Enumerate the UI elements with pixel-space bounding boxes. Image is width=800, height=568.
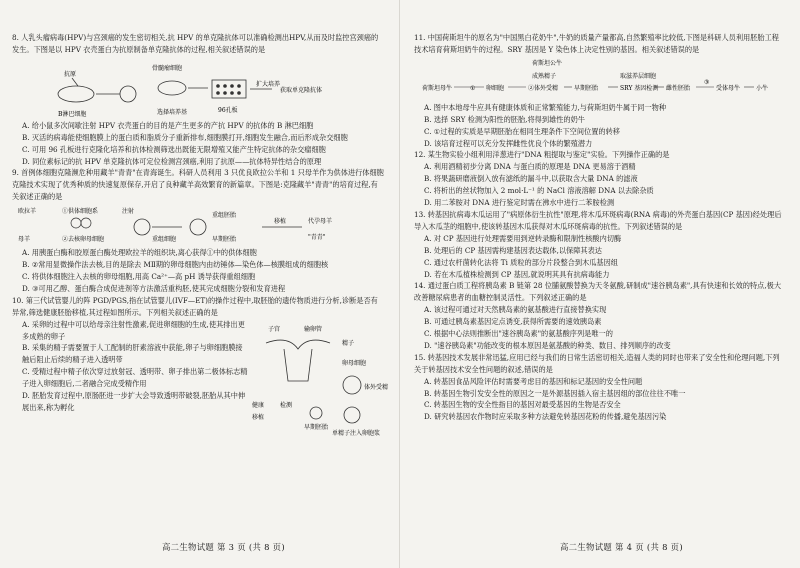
fig9-inject-label: 注射 — [122, 208, 135, 216]
fig11-select-label: 雌性胚胎 — [666, 84, 691, 92]
fig11-fertilization-label: ②体外受精 — [528, 84, 559, 92]
fig9-sheep-label: 母羊 — [18, 236, 31, 244]
fig10-sperm-label: 精子 — [342, 339, 355, 347]
fig10-incubation-label: 体外受精 — [364, 383, 389, 391]
question-12-option-c: C. 将析出的丝状物加入 2 mol·L⁻¹ 的 NaCl 溶液溶解 DNA 以去除杂质 — [424, 186, 654, 196]
question-11-figure — [414, 56, 786, 102]
question-10-figure — [248, 319, 389, 439]
question-10-option-d: D. 胚胎发育过程中,原肠胚进一步扩大会导致透明带破裂,胚胎从其中伸展出来,称为孵化 — [22, 391, 246, 412]
fig11-step-1: ① — [470, 84, 476, 92]
fig10-injection-label: 单精子注入卵胞浆 — [332, 429, 381, 437]
fig9-cells-label: ①供体细胞系 — [62, 208, 99, 216]
fig8-culture-label: 扩大培养 — [256, 80, 281, 88]
fig11-host-label: 受体母牛 — [716, 84, 741, 92]
fig8-selective-medium-label: 选择培养基 — [157, 108, 188, 116]
question-8-option-b: B. 灭活的病毒能使细胞膜上的蛋白质和脂质分子重新排布,细胞膜打开,细胞发生融合,而后形成杂交细胞 — [22, 132, 348, 142]
question-10-stem: 10. 第三代试管婴儿的阵 PGD/PGS,指在试管婴儿(IVF—ET)的操作过程中,取胚胎的遗传物质进行分析,诊断是否有异常,筛选健康胚胎移植,其过程如图所示。下列相关叙述正确的是 — [12, 295, 378, 317]
question-13-option-a: A. 对 CP 基因进行处理需要用到逆转录酶和限制性核酸内切酶 — [424, 233, 622, 243]
question-14-option-b: B. 可通过胰岛素基因定点诱变,获得所需要的速效胰岛素 — [424, 317, 602, 327]
question-8-stem: 8. 人乳头瘤病毒(HPV)与宫颈癌的发生密切相关,抗 HPV 的单克隆抗体可以准确检测出HPV,从而及时监控宫颈癌的发生。下图是以 HPV 衣壳蛋白为抗原制备单克隆抗体的过程,相关叙述错误的是 — [12, 33, 379, 54]
left-page-column — [12, 32, 389, 439]
question-14-option-c: C. 根据中心法则推断出"速谷胰岛素"的氨基酸序列是唯一的 — [424, 329, 613, 339]
fig10-health-label: 健康 — [252, 401, 265, 409]
question-8-figure — [12, 56, 384, 120]
fig10-ovary-label: 输卵管 — [304, 325, 323, 333]
question-11-option-a: A. 图中本地母牛应具有健康体质和正常繁殖能力,与荷斯坦奶牛属于同一物种 — [424, 102, 667, 112]
fig11-cow-label: 荷斯坦母牛 — [422, 84, 453, 92]
fig9-fuse-label: 重组胚胎 — [212, 212, 237, 220]
fig10-test-label: 检测 — [280, 401, 293, 409]
question-12-option-d: D. 用二苯胺对 DNA 进行鉴定时需在沸水中进行二苯胺检测 — [424, 198, 615, 208]
question-9-option-a: A. 用胰蛋白酶和胶原蛋白酶处理欧拉羊的组织块,离心获得①中的供体细胞 — [22, 248, 257, 258]
fig11-bull-label: 荷斯坦公牛 — [532, 59, 563, 67]
question-14-stem: 14. 通过蛋白质工程将胰岛素 B 链第 28 位脯氨酸替换为天冬氨酸,研制成"速谷胰岛素",具有快速和长效的特点,极大改善糖尿病患者的血糖控制灵活性。下列叙述正确的是 — [414, 281, 782, 303]
fig8-plate-label: 96孔板 — [218, 106, 238, 114]
question-13-stem: 13. 转基因抗病毒木瓜运用了"病原体衍生抗性"原理,将木瓜环斑病毒(RNA 病毒)的外壳蛋白基因(CP 基因)经处理后导入木瓜茎的细胞中,使该转基因木瓜获得对木瓜环斑病毒的抗性。下列叙述错误的是 — [414, 209, 782, 231]
page-fold-divider — [399, 0, 400, 568]
question-13-option-b: B. 处理后的 CP 基因需构建基因表达载体,以保障其表达 — [424, 245, 602, 255]
fig11-calf-label: 小牛 — [756, 84, 769, 92]
right-page-footer: 高二生物试题 第 4 页 (共 8 页) — [560, 542, 683, 552]
question-13-option-c: C. 通过农杆菌转化法将 Ti 质粒的部分片段整合到木瓜基因组 — [424, 257, 618, 267]
question-8-option-a: A. 给小鼠多次间歇注射 HPV 衣壳蛋白的目的是产生更多的产抗 HPV 的抗体的 B 淋巴细胞 — [22, 120, 314, 130]
fig10-uterus-label: 子宫 — [268, 325, 281, 333]
question-9-stem: 9. 首例体细胞克隆濒危种用藏羊"青青"在青海诞生。科研人员利用 3 只优良欧拉公羊和 1 只母羊作为供体进行体细胞克隆技术实现了优秀种质的快速复原保存,开启了良种藏羊高效繁育的新篇章。下图是:克隆藏羊"青青"的培育过程,有关叙述正确的是 — [12, 168, 384, 202]
fig10-embryo-label: 早期胚胎 — [304, 423, 329, 431]
fig11-biopsy-label: 取滋养层细胞 — [620, 72, 657, 80]
fig8-mouse — [58, 86, 94, 102]
question-11-option-b: B. 选择 SRY 检测为阳性的胚胎,将得到雄性的奶牛 — [424, 114, 585, 124]
fig9-transfer-label: 移植 — [274, 218, 287, 226]
fig10-oocyte-label: 卵母细胞 — [342, 359, 367, 367]
fig8-antigen-label: 抗原 — [64, 70, 77, 78]
fig9-reconstructed-label: 重组细胞 — [152, 236, 177, 244]
question-8-option-d: D. 同位素标记的抗 HPV 单克隆抗体可定位检测宫颈癌,利用了抗原——抗体特异性结合的原理 — [22, 156, 322, 166]
fig8-bcell-label: B淋巴细胞 — [58, 110, 87, 118]
question-15-stem: 15. 转基因技术发展非常迅猛,应用已经与我们的日常生活密切相关,造福人类的同时也带来了安全性和伦理问题,下列关于转基因技术安全性问题的叙述,错误的是 — [414, 352, 780, 374]
question-9-option-b: B. ②常用显微操作法去核,目的是除去 MⅡ期的卵母细胞内由纺锤体—染色体—核膜组成的细胞核 — [22, 260, 329, 270]
question-11-option-c: C. ①过程的实质是早期胚胎在相同生理条件下空间位置的转移 — [424, 126, 620, 136]
question-12-stem: 12. 某生物实验小组利用洋葱进行"DNA 粗提取与鉴定"实验。下列操作正确的是 — [414, 150, 670, 160]
question-11-option-d: D. 该培育过程可以充分发挥雌性优良个体的繁殖潜力 — [424, 138, 593, 148]
question-8-option-c: C. 可用 96 孔板进行克隆化培养和抗体检测筛选出既能无限增殖又能产生特定抗体的杂交瘤细胞 — [22, 144, 326, 154]
fig9-enucleated-label: ②去核卵母细胞 — [62, 236, 105, 244]
question-14-option-d: D. "速谷胰岛素"功能改变的根本原因是氨基酸的种类、数目、排列顺序的改变 — [424, 340, 671, 350]
question-9-option-d: D. ③可用乙醇、蛋白酶合成促进剂等方法激活重构胚,使其完成细胞分裂和发育进程 — [22, 283, 286, 293]
question-10-option-a: A. 采卵的过程中可以给母亲注射性激素,促进卵细胞的生成,使其排出更多成熟的卵子 — [22, 319, 245, 341]
fig8-myeloma-label: 骨髓瘤细胞 — [152, 64, 183, 72]
question-11-stem: 11. 中国荷斯坦牛的原名为"中国黑白花奶牛",牛奶的质量产量都高,自然繁殖率比较低,下图是科研人员利用胚胎工程技术培育荷斯坦奶牛的过程。SRY 基因是 Y 染色体上决定性别的基因。相关叙述错误的是 — [414, 33, 779, 54]
fig11-sperm-label: 成熟精子 — [532, 72, 557, 80]
fig11-egg-label: 卵细胞 — [486, 84, 505, 92]
right-page-column — [414, 32, 786, 423]
fig9-early-label: 早期胚胎 — [212, 236, 237, 244]
question-15-option-a: A. 转基因食品风险评估时需要考虑目的基因和标记基因的安全性问题 — [424, 376, 643, 386]
fig11-step-3: ③ — [704, 78, 710, 86]
question-12-option-b: B. 将果蔬研磨液倒入放有滤纸的漏斗中,以获取含大量 DNA 的滤液 — [424, 174, 638, 184]
fig11-sry-label: SRY 基因检测 — [620, 84, 659, 92]
question-10-option-c: C. 受精过程中精子依次穿过放射冠、透明带、卵子排出第二极体标志精子进入卵细胞后,二者融合完成受精作用 — [22, 367, 248, 389]
question-12-option-a: A. 利用酒精初步分离 DNA 与蛋白质的原理是 DNA 更易溶于酒精 — [424, 162, 636, 172]
fig9-donor-label: 欧拉羊 — [18, 208, 37, 216]
fig10-transfer-label: 移植 — [252, 413, 265, 421]
question-9-option-c: C. 将供体细胞注入去核的卵母细胞,用高 Ca²⁺—高 pH 诱导获得重组细胞 — [22, 271, 256, 281]
question-14-option-a: A. 该过程可通过对天然胰岛素的氨基酸进行直接替换实现 — [424, 305, 607, 315]
left-page-footer: 高二生物试题 第 3 页 (共 8 页) — [162, 542, 285, 552]
question-15-option-c: C. 转基因生物的安全性指目的基因对最受基因的生物是否安全 — [424, 400, 621, 410]
fig9-qingqing-label: "青青" — [308, 234, 326, 242]
fig8-product-label: 获取单克隆抗体 — [280, 86, 323, 94]
question-13-option-d: D. 若在木瓜植株检测到 CP 基因,就说明其具有抗病毒能力 — [424, 269, 610, 279]
question-10-option-b: B. 采集的精子需要置于人工配制的肝素溶液中获能,卵子与卵细胞膜接触后阻止后续的精子进入透明带 — [22, 343, 243, 365]
fig9-surrogate-label: 代孕母羊 — [308, 218, 333, 226]
question-15-option-b: B. 转基因生物引发安全性的原因之一是外源基因插入宿主基因组的部位往往不唯一 — [424, 388, 686, 398]
question-9-figure — [12, 203, 384, 247]
question-15-option-d: D. 研究转基因农作物时应采取多种方法避免转基因花粉的传播,避免基因污染 — [424, 412, 667, 422]
fig11-early-embryo-label: 早期胚胎 — [574, 84, 599, 92]
